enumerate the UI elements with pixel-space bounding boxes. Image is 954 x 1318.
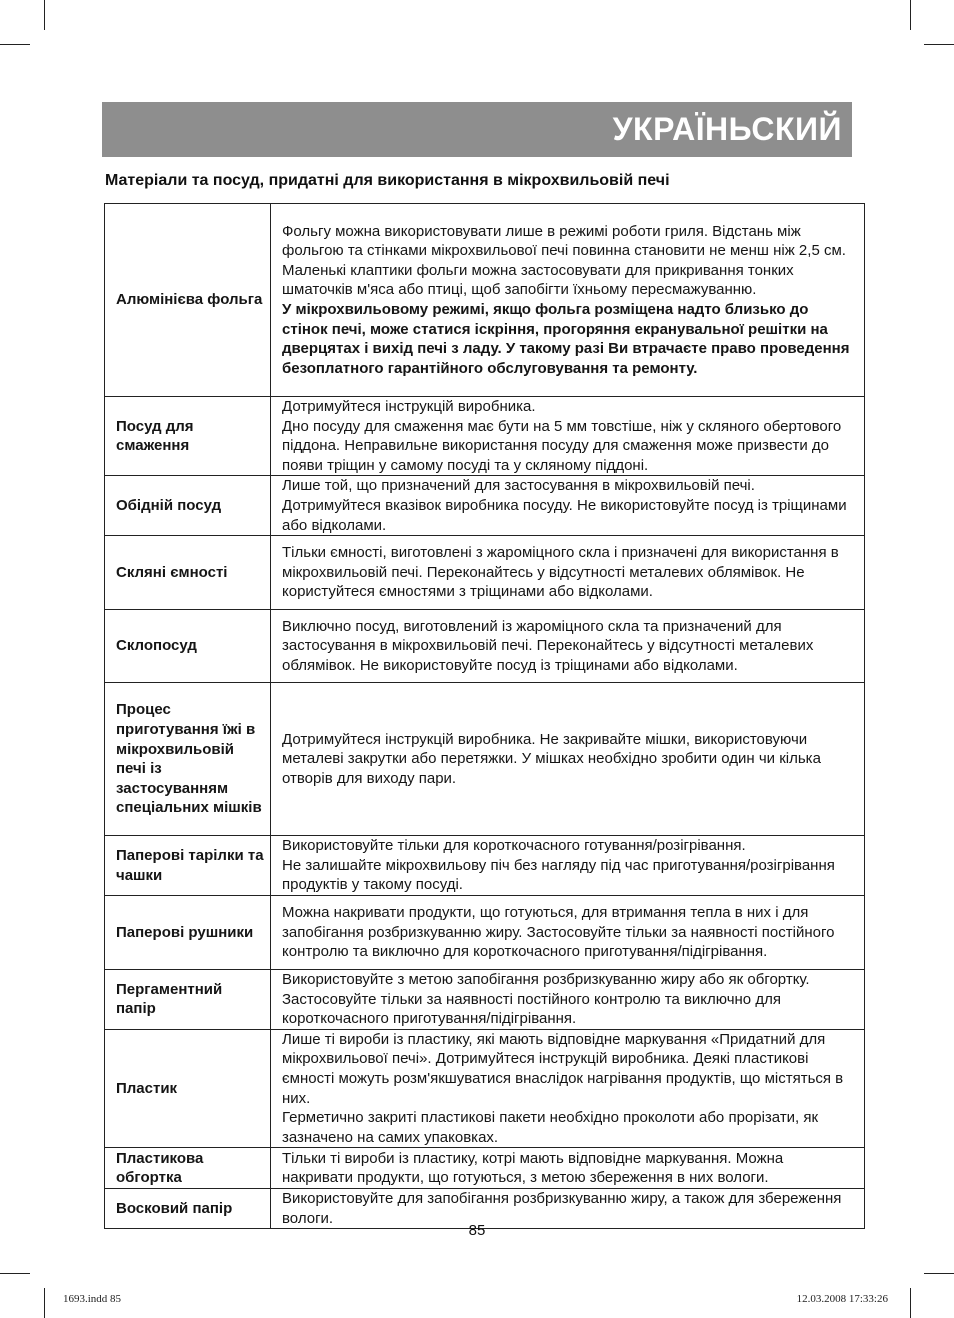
crop-mark xyxy=(0,1273,30,1274)
crop-mark xyxy=(0,44,30,45)
description-text: Дно посуду для смаження має бути на 5 мм товстіше, ніж у скляного обертового піддона. Неправильне використання посуду для смаження може призвести до появи тріщин у самому посуді та у скляному піддоні. xyxy=(282,417,842,474)
material-name: Посуд для смаження xyxy=(105,397,271,476)
material-description: Використовуйте для запобігання розбризкуванню жиру, а також для збереження вологи. xyxy=(271,1189,865,1229)
materials-table xyxy=(104,203,865,1229)
material-description xyxy=(271,836,865,896)
material-description: Дотримуйтеся інструкцій виробника. Не закривайте мішки, використовуючи металеві закрутки або перетяжки. У мішках необхідно зробити один чи кілька отворів для виходу пари. xyxy=(271,683,865,836)
crop-mark xyxy=(924,44,954,45)
material-description: Виключно посуд, виготовлений із жароміцного скла та призначений для застосування в мікрохвильовій печі. Переконайтесь у відсутності металевих облямівок. Не використовуйте посуд із тріщинами або відколами. xyxy=(271,610,865,683)
material-name: Обідній посуд xyxy=(105,476,271,536)
material-description: Використовуйте з метою запобігання розбризкуванню жиру або як обгортку. Застосовуйте тільки за наявності постійного контролю та виключно для короткочасного приготування/підігрівання. xyxy=(271,969,865,1029)
material-description xyxy=(271,397,865,476)
crop-mark xyxy=(44,1288,45,1318)
material-name: Пергаментний папір xyxy=(105,969,271,1029)
material-name: Скляні ємності xyxy=(105,536,271,610)
language-banner xyxy=(102,102,852,157)
table-row xyxy=(105,476,865,536)
description-text: Лише ті вироби із пластику, які мають відповідне маркування «Придатний для мікрохвильової печі». Дотримуйтеся інструкцій виробника. Деякі пластикові ємності можуть розм'якшуватися внаслідок нагрівання продуктів, що містяться в них. xyxy=(282,1030,844,1107)
page-number: 85 xyxy=(468,1222,486,1239)
description-text: Фольгу можна використовувати лише в режимі роботи гриля. Відстань між фольгою та стінками мікрохвильової печі повинна становити не менш ніж 2,5 см. Маленькі клаптики фольги можна застосовувати для прикривання тонких шматочків м'яса або птиці, щоб запобігти їхньому пересмажуванню. xyxy=(282,222,846,299)
table-row xyxy=(105,683,865,836)
material-name: Процес приготування їжі в мікрохвильовій печі із застосуванням спеціальних мішків xyxy=(105,683,271,836)
material-name: Пластик xyxy=(105,1029,271,1148)
material-name: Склопосуд xyxy=(105,610,271,683)
material-description: Тільки ємності, виготовлені з жароміцного скла і призначені для використання в мікрохвильовій печі. Переконайтесь у відсутності металевих облямівок. Не користуйтеся ємностями з тріщинами або відколами. xyxy=(271,536,865,610)
section-heading: Матеріали та посуд, придатні для використання в мікрохвильовій печі xyxy=(105,172,670,189)
material-name: Пластикова обгортка xyxy=(105,1148,271,1189)
description-text: Не залишайте мікрохвильову піч без нагляду під час приготування/розігрівання продуктів у такому посуді. xyxy=(282,856,835,894)
table-row xyxy=(105,969,865,1029)
description-text: Дотримуйтеся інструкцій виробника. xyxy=(282,398,536,415)
table-row xyxy=(105,1029,865,1148)
print-slug-file: 1693.indd 85 xyxy=(63,1293,122,1305)
table-row xyxy=(105,610,865,683)
description-text: Герметично закриті пластикові пакети необхідно проколоти або прорізати, як зазначено на самих упаковках. xyxy=(282,1109,819,1146)
warning-text: У мікрохвильовому режимі, якщо фольга розміщена надто близько до стінок печі, може статися іскріння, прогоряння екранувальної решітки на дверцятах і вихід печі з ладу. У такому разі Ви втрачаєте право проведення безоплатного гарантійного обслуговування та ремонту. xyxy=(282,301,850,377)
material-description: Лише той, що призначений для застосування в мікрохвильовій печі. Дотримуйтеся вказівок виробника посуду. Не використовуйте посуд із тріщинами або відколами. xyxy=(271,476,865,536)
material-description xyxy=(271,1029,865,1148)
table-row xyxy=(105,397,865,476)
table-row xyxy=(105,204,865,397)
table-row xyxy=(105,836,865,896)
crop-mark xyxy=(910,1288,911,1318)
material-name: Паперові тарілки та чашки xyxy=(105,836,271,896)
print-slug-date: 12.03.2008 17:33:26 xyxy=(796,1293,888,1305)
table-row xyxy=(105,536,865,610)
table-row xyxy=(105,1148,865,1189)
table-row xyxy=(105,895,865,969)
crop-mark xyxy=(910,0,911,30)
crop-mark xyxy=(924,1273,954,1274)
material-name: Восковий папір xyxy=(105,1189,271,1229)
banner-title: УКРАЇНЬСКИЙ xyxy=(612,111,842,147)
material-description xyxy=(271,204,865,397)
material-name: Алюмінієва фольга xyxy=(105,204,271,397)
material-description: Тільки ті вироби із пластику, котрі мають відповідне маркування. Можна накривати продукти, що готуються, з метою збереження в них вологи. xyxy=(271,1148,865,1189)
material-name: Паперові рушники xyxy=(105,895,271,969)
material-description: Можна накривати продукти, що готуються, для втримання тепла в них і для запобігання розбризкуванню жиру. Застосовуйте тільки за наявності постійного контролю та виключно для короткочасного приготування/підігрівання. xyxy=(271,895,865,969)
description-text: Використовуйте тільки для короткочасного готування/розігрівання. xyxy=(282,837,746,855)
crop-mark xyxy=(44,0,45,30)
